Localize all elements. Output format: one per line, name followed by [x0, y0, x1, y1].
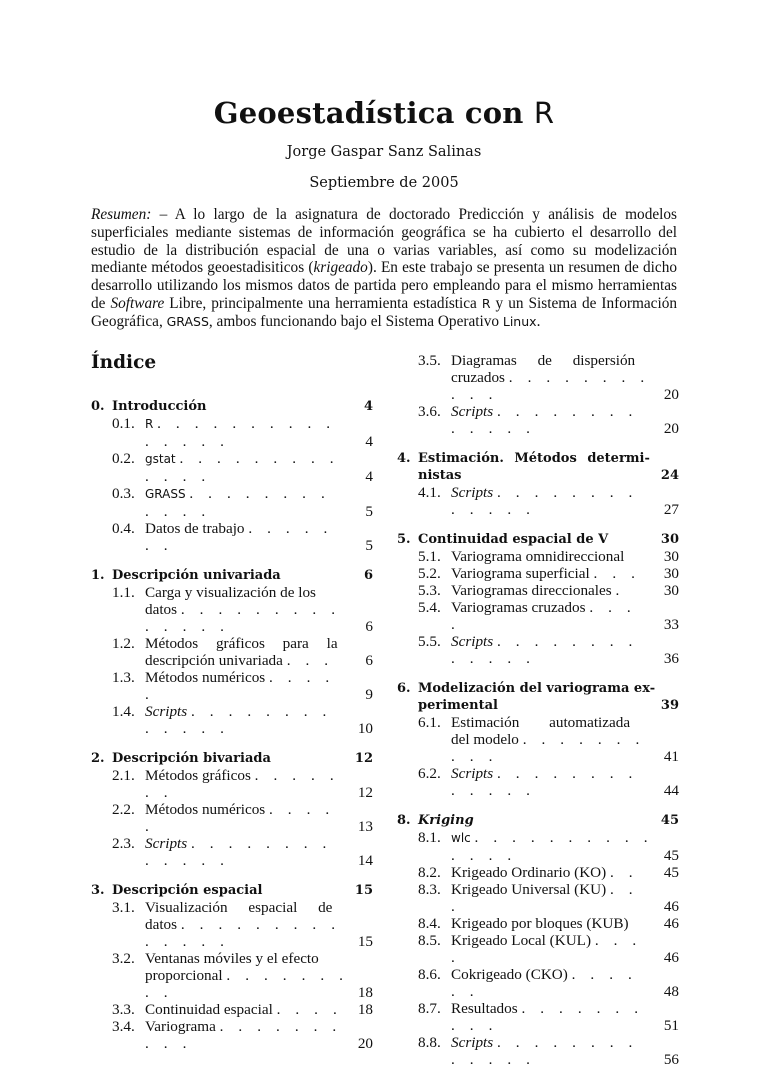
toc-entry[interactable]: 3.3. Continuidad espacial . . . . 18 — [112, 1001, 373, 1018]
toc-entry[interactable]: 0.3. GRASS . . . . . . . . . . . . 5 — [112, 485, 373, 520]
toc-entry[interactable]: 0.4. Datos de trabajo . . . . . . . 5 — [112, 520, 373, 554]
abstract-text: Libre, principalmente una herramienta estadística — [164, 294, 482, 312]
toc-section-heading[interactable]: 4. Estimación. Métodos determi- nistas 24 — [397, 451, 679, 483]
toc-section-heading[interactable]: 3. Descripción espacial 15 — [91, 883, 373, 898]
toc-left-column — [91, 350, 373, 1065]
toc-entry[interactable]: 2.1. Métodos gráficos . . . . . . . 12 — [112, 767, 373, 801]
abstract-label: Resumen: — [91, 206, 152, 223]
toc-entry[interactable]: 4.1. Scripts . . . . . . . . . . . . . 27 — [418, 484, 679, 518]
toc-entry[interactable]: 3.2. Ventanas móviles y el efecto proporcional . . . . . . . . . 18 — [112, 950, 373, 1001]
toc-entry[interactable]: 8.4. Krigeado por bloques (KUB) 46 — [418, 915, 679, 932]
toc-heading: Índice — [91, 352, 157, 373]
toc-entry[interactable]: 3.6. Scripts . . . . . . . . . . . . . 20 — [418, 403, 679, 437]
abstract-text: ). En este trabajo se presenta un resumen de dicho desarrollo utilizando los mismos datos de partida pero empleando para el mismo herramientas de — [91, 259, 678, 312]
toc-right-column — [397, 352, 679, 1081]
toc-entry[interactable]: 5.1. Variograma omnidireccional 30 — [418, 548, 679, 565]
abstract-grass: GRASS — [166, 313, 209, 329]
toc-entry[interactable]: 5.3. Variogramas direccionales . 30 — [418, 582, 679, 599]
toc-section-heading[interactable]: 1. Descripción univariada 6 — [91, 568, 373, 583]
abstract-linux: Linux — [502, 313, 537, 329]
toc-entry[interactable]: 8.8. Scripts . . . . . . . . . . . . . 56 — [418, 1034, 679, 1068]
toc-entry[interactable]: 8.2. Krigeado Ordinario (KO) . . 45 — [418, 864, 679, 881]
toc-entry[interactable]: 8.3. Krigeado Universal (KU) . . . 46 — [418, 881, 679, 915]
toc-entry[interactable]: 2.2. Métodos numéricos . . . . . 13 — [112, 801, 373, 835]
toc-entry[interactable]: 5.4. Variogramas cruzados . . . . 33 — [418, 599, 679, 633]
toc-section-heading[interactable]: 6. Modelización del variograma ex- perimental 39 — [397, 681, 679, 713]
toc-entry[interactable]: 1.2. Métodos gráficos para la descripción univariada . . . 6 — [112, 635, 373, 669]
toc-section-3[interactable] — [91, 882, 373, 1052]
abstract-r: R — [481, 295, 491, 311]
toc-entry[interactable]: 1.4. Scripts . . . . . . . . . . . . . 10 — [112, 703, 373, 737]
toc-entry[interactable]: 8.7. Resultados . . . . . . . . . . 51 — [418, 1000, 679, 1034]
document-title — [0, 96, 768, 130]
abstract-text: . — [536, 312, 541, 330]
toc-entry[interactable]: 6.1. Estimación automatizada del modelo . . . . . . . . . . 41 — [418, 714, 679, 765]
toc-section-1[interactable] — [91, 567, 373, 737]
toc-section-heading[interactable]: 5. Continuidad espacial de V 30 — [397, 532, 679, 547]
toc-entry[interactable]: 3.5. Diagramas de dispersión cruzados . . . . . . . . . . . 20 — [418, 352, 679, 403]
toc-entry[interactable]: 2.3. Scripts . . . . . . . . . . . . . 14 — [112, 835, 373, 869]
toc-section-0[interactable] — [91, 398, 373, 554]
author: Jorge Gaspar Sanz Salinas — [286, 144, 482, 160]
title-r: R — [533, 96, 555, 130]
toc-entry[interactable]: 3.1. Visualización espacial de datos . . . . . . . . . . . . . . 15 — [112, 899, 373, 950]
toc-entry[interactable]: 5.2. Variograma superficial . . . 30 — [418, 565, 679, 582]
toc-entry[interactable]: 1.1. Carga y visualización de los datos . . . . . . . . . . . . . . 6 — [112, 584, 373, 635]
toc-section-3-cont[interactable] — [397, 352, 679, 437]
toc-entry[interactable]: 0.2. gstat . . . . . . . . . . . . . 4 — [112, 450, 373, 485]
toc-entry[interactable]: 8.1. wlc . . . . . . . . . . . . . . 45 — [418, 829, 679, 864]
abstract — [91, 206, 677, 331]
toc-entry[interactable]: 5.5. Scripts . . . . . . . . . . . . . 36 — [418, 633, 679, 667]
abstract-text: y un Sistema de Información Geográfica, — [91, 294, 678, 330]
abstract-text: , ambos funcionando bajo el Sistema Operativo — [208, 312, 503, 330]
toc-entry[interactable]: 0.1. R . . . . . . . . . . . . . . . 4 — [112, 415, 373, 450]
toc-entry[interactable]: 1.3. Métodos numéricos . . . . . 9 — [112, 669, 373, 703]
toc-section-4[interactable] — [397, 450, 679, 518]
toc-entry[interactable]: 8.5. Krigeado Local (KUL) . . . . 46 — [418, 932, 679, 966]
abstract-text: – A lo largo de la asignatura de doctorado Predicción y análisis de modelos superficiales mediante sistemas de información geográfica se ha cubierto el desarrollo del estudio de la distribución espacial de una o varias variables, así como su modelización mediante métodos geoestadisiticos ( — [91, 206, 677, 277]
toc-entry[interactable]: 6.2. Scripts . . . . . . . . . . . . . 44 — [418, 765, 679, 799]
toc-entry[interactable]: 8.6. Cokrigeado (CKO) . . . . . . 48 — [418, 966, 679, 1000]
toc-section-heading[interactable]: 8. Kriging 45 — [397, 813, 679, 828]
toc-section-5[interactable] — [397, 531, 679, 667]
title-text: Geoestadística con — [213, 96, 534, 130]
abstract-krigeado: krigeado — [313, 259, 368, 277]
toc-entry[interactable]: 3.4. Variograma . . . . . . . . . . 20 — [112, 1018, 373, 1052]
toc-section-8[interactable] — [397, 812, 679, 1068]
toc-section-heading[interactable]: 0. Introducción 4 — [91, 399, 373, 414]
toc-section-heading[interactable]: 2. Descripción bivariada 12 — [91, 751, 373, 766]
toc-section-6[interactable] — [397, 680, 679, 799]
date: Septiembre de 2005 — [309, 175, 459, 191]
toc-section-2[interactable] — [91, 750, 373, 869]
abstract-software: Software — [110, 294, 165, 312]
